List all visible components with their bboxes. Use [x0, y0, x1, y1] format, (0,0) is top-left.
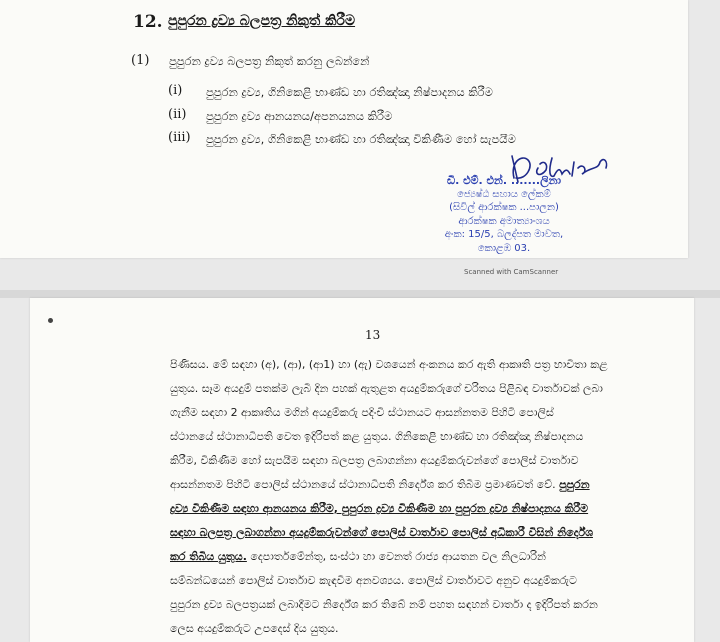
body-line: යුතුය. සෑම අයදුම් පතක්ම ලැබී දින පහක් ඇතුළත අයදුම්කරුගේ චරිතය පිළිබඳ වාර්තාවක් ලබා — [170, 382, 603, 395]
body-line — [170, 478, 650, 492]
underlined-line: ද්‍රව්‍ය විකිණීම සඳහා ආනයනය කිරීම, පුපුරන ද්‍රව්‍ය විකිණීම හා පුපුරන ද්‍රව්‍ය නිෂ්පාදනය කිරීම — [170, 502, 589, 515]
body-line: සම්බන්ධයෙන් පොලිස් වාර්තාව කැඳවීම අනවශ්‍යය. පොලිස් වාර්තාවට අනුව අයදුම්කරුට — [170, 574, 577, 587]
stamp-line: අංක: 15/5, බලද්පත මාවත, — [444, 229, 564, 240]
section-number: 12. — [133, 12, 163, 32]
item-text: පුපුරන ද්‍රව්‍ය, ගිනිකෙළි භාණ්ඩ හා රතිඤ්ඤා නිෂ්පාදනය කිරීම — [206, 85, 493, 99]
item-number: (i) — [168, 83, 183, 98]
underlined-text: කර තිබිය යුතුය. — [170, 550, 247, 563]
document-page-bottom — [30, 298, 694, 642]
body-line: ලෙස අයදුම්කරුට උපදෙස් දිය යුතුය. — [170, 622, 339, 635]
page-number: 13 — [365, 328, 381, 342]
stamp-line: ආරක්ෂක අමාත්‍යාංශය — [458, 215, 550, 227]
document-page-top — [0, 0, 688, 276]
stamp-line: කොළඹ 03. — [477, 242, 531, 254]
body-line: ස්ථානයේ ස්ථානාධිපති වෙත ඉදිරිපත් කළ යුතුය. ගිනිකෙළි භාණ්ඩ හා රතිඤ්ඤා නිෂ්පාදනය — [170, 430, 584, 443]
stamp-line: ජ්‍යෙෂ්ඨ සහාය ලේකම් — [457, 188, 551, 200]
section-title: පුපුරන ද්‍රව්‍ය බලපත්‍ර නිකුත් කිරීම — [168, 13, 356, 29]
signature-block — [412, 148, 612, 252]
item-text: පුපුරන ද්‍රව්‍ය, ගිනිකෙළි භාණ්ඩ හා රතිඤ්ඤා විකිණීම හෝ සැපයීම — [206, 132, 516, 146]
item-number: (ii) — [168, 107, 187, 122]
subsection-text: පුපුරන ද්‍රව්‍ය බලපත්‍ර නිකුත් කරනු ලබන්නේ — [169, 54, 370, 68]
scanner-watermark: Scanned with CamScanner — [464, 268, 559, 276]
subsection-number: (1) — [131, 53, 150, 68]
underlined-text: පුපුරන — [559, 478, 590, 491]
body-text: ආසන්නතම පිහිටි පොලිස් ස්ථානයේ ස්ථානාධිපති නිර්දේශ කර තිබීම ප්‍රමාණවත් වේ. — [170, 478, 556, 491]
body-line — [170, 550, 650, 564]
page-divider — [0, 290, 720, 298]
body-line: පිණිසය. මේ සඳහා (අ), (ආ), (ආ1) හා (ඇ) වශයෙන් අංකනය කර ඇති ආකෘති පත්‍ර භාවිතා කළ — [170, 358, 608, 371]
body-line: කිරීම, විකිණීම හෝ සැපයීම සඳහා බලපත්‍ර ලබාගන්නා අයදුම්කරුවන්ගේ පොලිස් වාර්තාව — [170, 454, 579, 467]
official-stamp — [424, 174, 584, 255]
body-line: පුපුරන ද්‍රව්‍ය බලපත්‍රයක් ලබාදීමට නිර්දේශ කර තිබේ නම් පහත සඳහන් වාර්තා ද ඉදිරිපත් කරන — [170, 598, 598, 611]
item-number: (iii) — [168, 130, 191, 145]
underlined-line: සඳහා බලපත්‍ර ලබාගන්නා අයදුම්කරුවන්ගේ පොලිස් වාර්තාව පොලිස් අධිකාරී විසින් නිර්දේශ — [170, 526, 593, 539]
body-text: දෙපාර්තමේන්තු, සංස්ථා හා වෙනත් රාජ්‍ය ආයතන වල නිලධාරින් — [250, 550, 546, 563]
body-line: ගැනීම සඳහා 2 ආකෘතිය මගින් අයදුම්කරු පදිංචි ස්ථානයට ආසන්නතම පිහිටි පොලිස් — [170, 406, 554, 419]
stamp-line: (සිවිල් ආරක්ෂක ...පාලන) — [449, 202, 559, 213]
scan-speck — [48, 318, 53, 323]
item-text: පුපුරන ද්‍රව්‍ය ආනයනය/අපනයනය කිරීම — [206, 109, 393, 123]
stamp-line: ඩී. එම්. එන්. .......ලිනා — [446, 174, 562, 187]
